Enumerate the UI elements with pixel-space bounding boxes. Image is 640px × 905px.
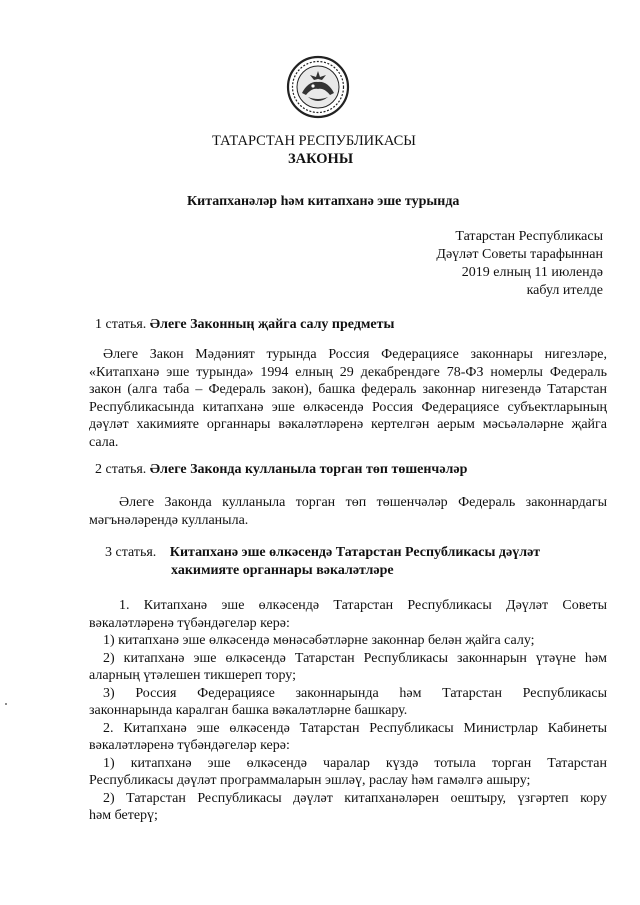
body-line: 2. Китапханә эше өлкәсендә Татарстан Республикасы Министрлар Кабинеты xyxy=(103,720,607,736)
article-title: Әлеге Законның җайга салу предметы xyxy=(149,317,395,332)
body-line: дәүләт хакимияте органнары вәкаләтләренә кертелгән аерым мәсьәләләрне җайга xyxy=(89,417,607,432)
article-title-cont: хакимияте органнары вәкаләтләре xyxy=(171,563,394,578)
body-line: закон (алга таба – Федераль закон), башка федераль законнар нигезендә Татарстан xyxy=(89,382,607,397)
law-title: Китапханәләр һәм китапханә эше турында xyxy=(187,194,460,209)
article1-body xyxy=(89,346,607,451)
article-title: Әлеге Законда кулланыла торган төп төшенчәләр xyxy=(149,462,468,477)
body-line: аларның үтәлешен тикшереп тору; xyxy=(89,668,297,683)
body-line: законнарында каралган башка вәкаләтләрне башкару. xyxy=(89,703,408,718)
body-line: 2) Татарстан Республикасы дәүләт китапханәләрен оештыру, үзгәртеп кору xyxy=(103,790,607,806)
article2-heading xyxy=(95,462,467,478)
article2-body xyxy=(89,494,607,529)
body-line: 1) китапханә эше өлкәсендә чаралар күздә тотыла торган Татарстан xyxy=(103,755,607,771)
republic-name: ТАТАРСТАН РЕСПУБЛИКАСЫ xyxy=(212,133,416,149)
body-line: һәм бетерү; xyxy=(89,808,158,823)
law-label: ЗАКОНЫ xyxy=(288,151,354,167)
adoption-line: кабул ителде xyxy=(526,283,603,298)
adoption-line: 2019 елның 11 июлендә xyxy=(461,265,603,280)
body-line: вәкаләтләренә түбәндәгеләр керә: xyxy=(89,738,290,753)
body-line: 1. Китапханә эше өлкәсендә Татарстан Республикасы Дәүләт Советы xyxy=(119,598,607,613)
scan-speck xyxy=(5,703,7,705)
body-line: 1) китапханә эше өлкәсендә мөнәсәбәтләрне законнар белән җайга салу; xyxy=(103,633,535,648)
emblem-icon xyxy=(286,55,350,119)
article-number: 1 статья. xyxy=(95,317,147,332)
body-line: вәкаләтләренә түбәндәгеләр керә: xyxy=(89,615,290,631)
article1-heading xyxy=(95,317,394,333)
body-line: мәгънәләрендә кулланыла. xyxy=(89,512,249,528)
article-number: 3 статья. xyxy=(105,545,157,560)
article-title: Китапханә эше өлкәсендә Татарстан Республикасы дәүләт xyxy=(169,545,541,560)
body-line: сала. xyxy=(89,434,119,450)
body-line: Республикасы дәүләт программаларын эшләү, раслау һәм гамәлгә ашыру; xyxy=(89,773,531,788)
body-line: 2) китапханә эше өлкәсендә Татарстан Республикасы законнарын үтәүне һәм xyxy=(103,650,607,666)
body-line: Әлеге Законда кулланыла торган төп төшенчәләр Федераль законнардагы xyxy=(119,495,607,510)
article3-body xyxy=(89,597,607,825)
adoption-line: Дәүләт Советы тарафыннан xyxy=(436,247,603,262)
body-line: Әлеге Закон Мәдәният турында Россия Федерациясе законнары нигезләре, xyxy=(103,347,607,362)
body-line: 3) Россия Федерациясе законнарында һәм Татарстан Республикасы xyxy=(103,685,607,701)
article-number: 2 статья. xyxy=(95,462,147,477)
adoption-block xyxy=(436,228,603,300)
body-line: «Китапханә эше турында» 1994 елның 29 декабрендәге 78-ФЗ номерлы Федераль xyxy=(89,364,607,380)
article3-heading xyxy=(105,545,540,561)
adoption-line: Татарстан Республикасы xyxy=(455,229,603,244)
body-line: Республикасында китапханә эше өлкәсендә Россия Федерациясе субъектларының xyxy=(89,399,607,415)
